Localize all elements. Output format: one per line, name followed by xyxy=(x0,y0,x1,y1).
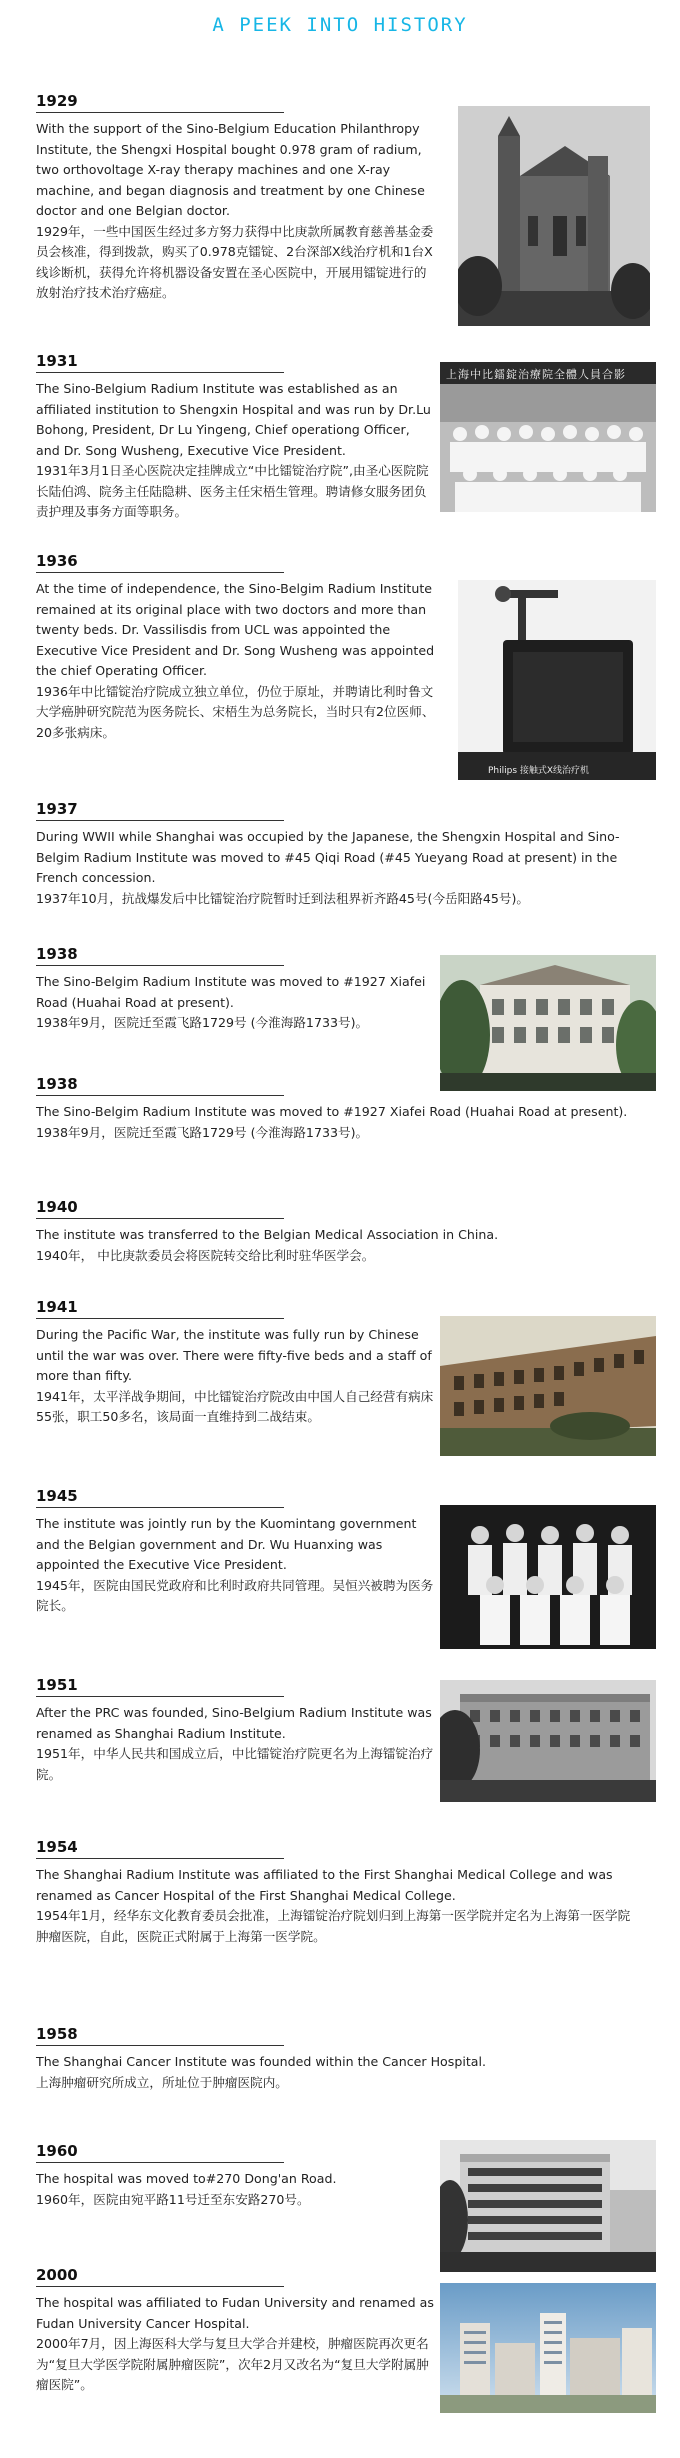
entry-text-cn: 1945年，医院由国民党政府和比利时政府共同管理。吴恒兴被聘为医务院长。 xyxy=(36,1577,434,1613)
entry-text-cn: 1938年9月，医院迁至霞飞路1729号 (今淮海路1733号)。 xyxy=(36,1124,369,1140)
entry-text-en: During the Pacific War, the institute was fully run by Chinese until the war was over. There were fifty-five beds and a staff of more than fifty. xyxy=(36,1327,432,1383)
entry-text-cn: 1937年10月，抗战爆发后中比镭锭治疗院暂时迁到法租界祈齐路45号(今岳阳路45号)。 xyxy=(36,890,529,906)
year-divider xyxy=(36,2045,284,2046)
xray-machine-photo xyxy=(458,580,656,780)
entry-year: 1931 xyxy=(36,352,78,370)
entry-year: 1936 xyxy=(36,552,78,570)
entry-text-cn: 1951年，中华人民共和国成立后，中比镭锭治疗院更名为上海镭锭治疗院。 xyxy=(36,1746,434,1782)
church-photo xyxy=(458,106,650,326)
year-divider xyxy=(36,112,284,113)
entry-year: 1958 xyxy=(36,2025,78,2043)
year-divider xyxy=(36,1858,284,1859)
entry-text-cn: 1960年，医院由宛平路11号迁至东安路270号。 xyxy=(36,2191,310,2207)
dongan-road-building-photo xyxy=(440,2140,656,2272)
entry-year: 1945 xyxy=(36,1487,78,1505)
entry-year: 1937 xyxy=(36,800,78,818)
entry-text-en: The hospital was moved to#270 Dong'an Road. xyxy=(36,2171,337,2186)
year-divider xyxy=(36,372,284,373)
year-divider xyxy=(36,2286,284,2287)
history-entry-1940 xyxy=(36,1198,636,1266)
history-entry-1938 xyxy=(36,1075,636,1143)
entry-text-cn: 1941年，太平洋战争期间，中比镭锭治疗院改由中国人自己经营有病床55张，职工50多名，该局面一直维持到二战结束。 xyxy=(36,1388,434,1424)
entry-text-en: With the support of the Sino-Belgium Education Philanthropy Institute, the Shengxi Hospital bought 0.978 gram of radium, two orthovoltage X-ray therapy machines and one X-ray machine, and began diagnosis and treatment by one Chinese doctor and one Belgian doctor. xyxy=(36,121,425,218)
entry-text-en: After the PRC was founded, Sino-Belgium Radium Institute was renamed as Shanghai Radium Institute. xyxy=(36,1705,432,1741)
entry-year: 1941 xyxy=(36,1298,78,1316)
year-divider xyxy=(36,1095,284,1096)
history-entry-1941 xyxy=(36,1298,436,1428)
history-entry-1936 xyxy=(36,552,436,743)
history-entry-1938 xyxy=(36,945,436,1034)
xiafei-road-building-photo xyxy=(440,955,656,1091)
entry-text-en: The Shanghai Radium Institute was affiliated to the First Shanghai Medical College and was renamed as Cancer Hospital of the First Shanghai Medical College. xyxy=(36,1867,613,1903)
hospital-building-1941-photo xyxy=(440,1316,656,1456)
history-entry-2000 xyxy=(36,2266,436,2396)
history-entry-1937 xyxy=(36,800,636,909)
history-entry-1951 xyxy=(36,1676,436,1785)
entry-text-cn: 1938年9月，医院迁至霞飞路1729号 (今淮海路1733号)。 xyxy=(36,1015,369,1030)
doctors-group-1945-photo xyxy=(440,1505,656,1649)
year-divider xyxy=(36,1507,284,1508)
history-entry-1945 xyxy=(36,1487,436,1617)
entry-text-cn: 1929年，一些中国医生经过多方努力获得中比庚款所属教育慈善基金委员会核准，得到拨款，购买了0.978克镭锭、2台深部X线治疗机和1台X线诊断机，获得允许将机器设备安置在圣心医院中，开展用镭锭进行的放射治疗技术治疗癌症。 xyxy=(36,223,434,300)
entry-text-cn: 1954年1月，经华东文化教育委员会批准，上海镭锭治疗院划归到上海第一医学院并定名为上海第一医学院肿瘤医院，自此，医院正式附属于上海第一医学院。 xyxy=(36,1908,631,1944)
entry-text-en: During WWII while Shanghai was occupied by the Japanese, the Shengxin Hospital and Sino-Belgim Radium Institute was moved to #45 Qiqi Road (#45 Yueyang Road at present) in the French concession. xyxy=(36,829,620,885)
history-entry-1960 xyxy=(36,2142,436,2210)
staff-group-photo xyxy=(440,362,656,512)
entry-text-en: The hospital was affiliated to Fudan University and renamed as Fudan University Cancer Hospital. xyxy=(36,2295,434,2331)
year-divider xyxy=(36,1318,284,1319)
entry-text-en: The Sino-Belgim Radium Institute was moved to #1927 Xiafei Road (Huahai Road at present). xyxy=(36,1104,628,1119)
history-entry-1929 xyxy=(36,92,436,304)
entry-text-cn: 上海肿瘤研究所成立，所址位于肿瘤医院内。 xyxy=(36,2074,288,2090)
year-divider xyxy=(36,572,284,573)
year-divider xyxy=(36,965,284,966)
photo-caption: Philips 接触式X线治疗机 xyxy=(488,766,590,776)
entry-text-cn: 1940年， 中比庚款委员会将医院转交给比利时驻华医学会。 xyxy=(36,1247,375,1263)
entry-text-en: The Sino-Belgim Radium Institute was moved to #1927 Xiafei Road (Huahai Road at present). xyxy=(36,974,426,1010)
entry-text-cn: 1936年中比镭锭治疗院成立独立单位，仍位于原址，并聘请比利时鲁文大学癌肿研究院范为医务院长、宋梧生为总务院长，当时只有2位医师、20多张病床。 xyxy=(36,683,435,740)
year-divider xyxy=(36,2162,284,2163)
entry-year: 1951 xyxy=(36,1676,78,1694)
year-divider xyxy=(36,1218,284,1219)
radium-institute-1951-photo xyxy=(440,1680,656,1802)
year-divider xyxy=(36,1696,284,1697)
history-entry-1931 xyxy=(36,352,436,523)
entry-year: 1929 xyxy=(36,92,78,110)
entry-text-en: The institute was jointly run by the Kuomintang government and the Belgian government and Dr. Wu Huanxing was appointed the Executive Vice President. xyxy=(36,1516,417,1572)
entry-year: 1938 xyxy=(36,945,78,963)
entry-text-en: At the time of independence, the Sino-Belgim Radium Institute remained at its original place with two doctors and more than twenty beds. Dr. Vassilisdis from UCL was appointed the Executive Vice President and Dr. Song Wusheng was appointed the chief Operating Officer. xyxy=(36,581,435,678)
entry-year: 1954 xyxy=(36,1838,78,1856)
year-divider xyxy=(36,820,284,821)
entry-year: 1938 xyxy=(36,1075,78,1093)
history-entry-1954 xyxy=(36,1838,636,1947)
entry-text-cn: 2000年7月，因上海医科大学与复旦大学合并建校，肿瘤医院再次更名为“复旦大学医学院附属肿瘤医院”，次年2月又改名为“复旦大学附属肿瘤医院”。 xyxy=(36,2336,429,2392)
history-entry-1958 xyxy=(36,2025,636,2093)
fudan-cancer-hospital-photo xyxy=(440,2283,656,2413)
entry-year: 1960 xyxy=(36,2142,78,2160)
entry-text-cn: 1931年3月1日圣心医院决定挂牌成立“中比镭锭治疗院”,由圣心医院院长陆伯鸿、院务主任陆隐耕、医务主任宋梧生管理。聘请修女服务团负责护理及事务方面等职务。 xyxy=(36,463,429,519)
entry-text-en: The Sino-Belgium Radium Institute was established as an affiliated institution to Shengxin Hospital and was run by Dr.Lu Bohong, President, Dr Lu Yingeng, Chief operationg Officer, and Dr. Song Wusheng, Executive Vice President. xyxy=(36,381,431,458)
entry-year: 2000 xyxy=(36,2266,78,2284)
entry-year: 1940 xyxy=(36,1198,78,1216)
entry-text-en: The institute was transferred to the Belgian Medical Association in China. xyxy=(36,1227,499,1242)
entry-text-en: The Shanghai Cancer Institute was founded within the Cancer Hospital. xyxy=(36,2054,486,2069)
page-title: A PEEK INTO HISTORY xyxy=(212,14,468,36)
photo-caption: 上海中比鐳錠治療院全體人員合影 xyxy=(446,368,626,381)
